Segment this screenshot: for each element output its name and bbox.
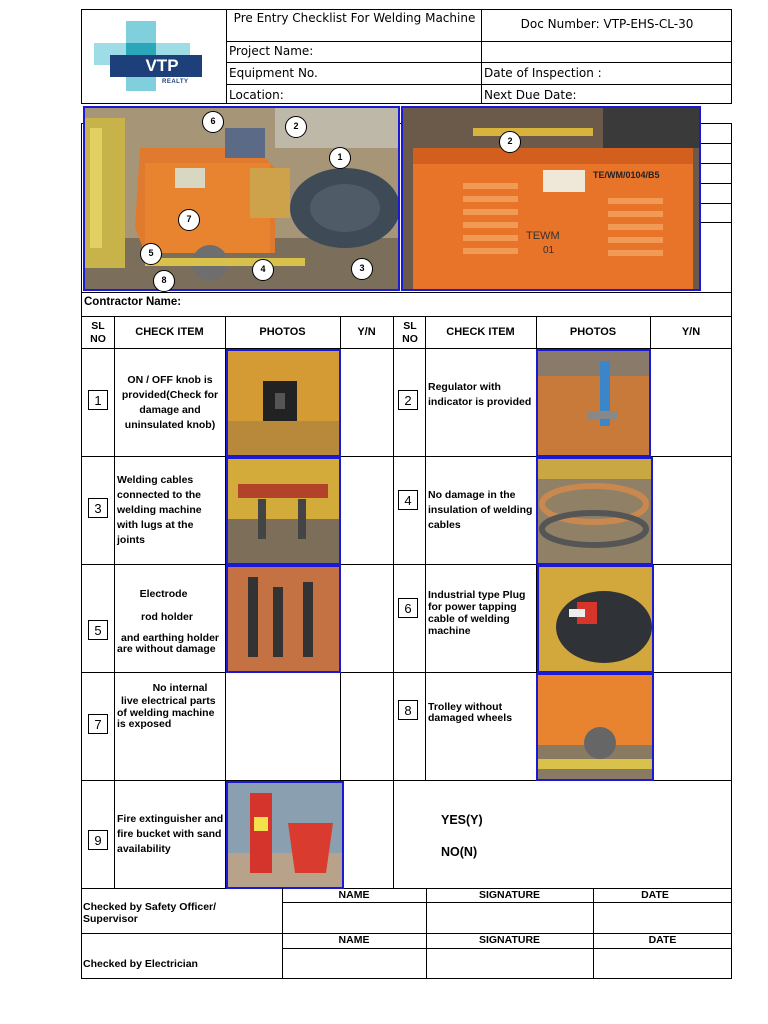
check-item-8: Trolley without damaged wheels [428, 701, 513, 724]
th-check-item-left: CHECK ITEM [135, 326, 204, 338]
callout-8: 8 [153, 270, 175, 292]
date-header-2: DATE [648, 934, 677, 946]
item-number-7: 7 [88, 714, 108, 734]
callout-right-2: 2 [499, 131, 521, 153]
check-item-4: No damage in the insulation of welding cables [428, 489, 533, 531]
photo-item-1 [226, 349, 341, 457]
location-label: Location: [229, 88, 284, 102]
th-photos-right: PHOTOS [569, 326, 617, 338]
photo-item-8 [536, 673, 654, 781]
photo-item-5 [226, 565, 341, 673]
photo-item-9 [226, 781, 344, 889]
check-item-1: ON / OFF knob is provided(Check for damage and uninsulated knob) [121, 374, 219, 431]
callout-5: 5 [140, 243, 162, 265]
check-item-7b: live electrical parts of welding machine is exposed [117, 695, 216, 730]
callout-3: 3 [351, 258, 373, 280]
photo-item-2 [536, 349, 651, 457]
th-yn-left: Y/N [357, 326, 376, 338]
check-item-2: Regulator with indicator is provided [428, 381, 532, 408]
welding-machine-illustration [85, 108, 398, 289]
logo-sub: REALTY [162, 79, 189, 85]
item-number-6: 6 [398, 598, 418, 618]
name-header-2: NAME [338, 934, 370, 946]
check-item-5b: rod holder [141, 611, 193, 623]
project-name-label: Project Name: [229, 44, 314, 58]
checked-by-electrician: Checked by Electrician [83, 958, 198, 970]
contractor-name-label: Contractor Name: [84, 296, 182, 308]
item-number-9: 9 [88, 830, 108, 850]
item-number-3: 3 [88, 498, 108, 518]
callout-1: 1 [329, 147, 351, 169]
date-header-1: DATE [641, 889, 669, 901]
photo-item-3 [226, 457, 341, 565]
date-of-inspection-label: Date of Inspection : [484, 66, 602, 80]
legend-yes: YES(Y) [441, 813, 483, 827]
check-item-5c: and earthing holder are without damage [117, 632, 220, 655]
check-item-3: Welding cables connected to the welding machine with lugs at the joints [117, 474, 202, 546]
callout-2: 2 [285, 116, 307, 138]
machine-tag-no: 01 [543, 245, 555, 256]
th-yn-right: Y/N [681, 326, 701, 338]
equipment-no-label: Equipment No. [229, 66, 318, 80]
check-item-6: Industrial type Plug for power tapping cable of welding machine [428, 589, 526, 637]
machine-tag-text: TEWM [526, 230, 560, 242]
photo-item-4 [536, 457, 653, 565]
photo-item-6 [537, 565, 654, 673]
check-item-9: Fire extinguisher and fire bucket with sand availability [117, 813, 224, 855]
signature-header-2: SIGNATURE [478, 934, 541, 946]
th-sl-no-right: SL NO [402, 320, 418, 345]
next-due-date-label: Next Due Date: [484, 88, 577, 102]
doc-number: Doc Number: VTP-EHS-CL-30 [520, 17, 694, 31]
callout-4: 4 [252, 259, 274, 281]
overview-photo-right [401, 106, 701, 291]
signature-header-1: SIGNATURE [478, 889, 541, 901]
item-number-2: 2 [398, 390, 418, 410]
machine-id-text: TE/WM/0104/B5 [593, 170, 660, 180]
item-number-8: 8 [398, 700, 418, 720]
page-title: Pre Entry Checklist For Welding Machine [233, 11, 476, 25]
item-number-4: 4 [398, 490, 418, 510]
th-sl-no-left: SL NO [90, 320, 106, 345]
check-item-5a: Electrode [139, 588, 188, 600]
item-number-5: 5 [88, 620, 108, 640]
check-item-7a: No internal [152, 682, 208, 694]
name-header-1: NAME [338, 889, 370, 901]
checked-by-safety-officer: Checked by Safety Officer/ Supervisor [83, 901, 217, 925]
th-check-item-right: CHECK ITEM [446, 326, 515, 338]
logo-text: VTP [145, 56, 179, 75]
welding-machine-front-illustration [403, 108, 699, 289]
item-number-1: 1 [88, 390, 108, 410]
legend-no: NO(N) [441, 845, 478, 859]
callout-6: 6 [202, 111, 224, 133]
company-logo [92, 17, 212, 97]
th-photos-left: PHOTOS [259, 326, 306, 338]
callout-7: 7 [178, 209, 200, 231]
